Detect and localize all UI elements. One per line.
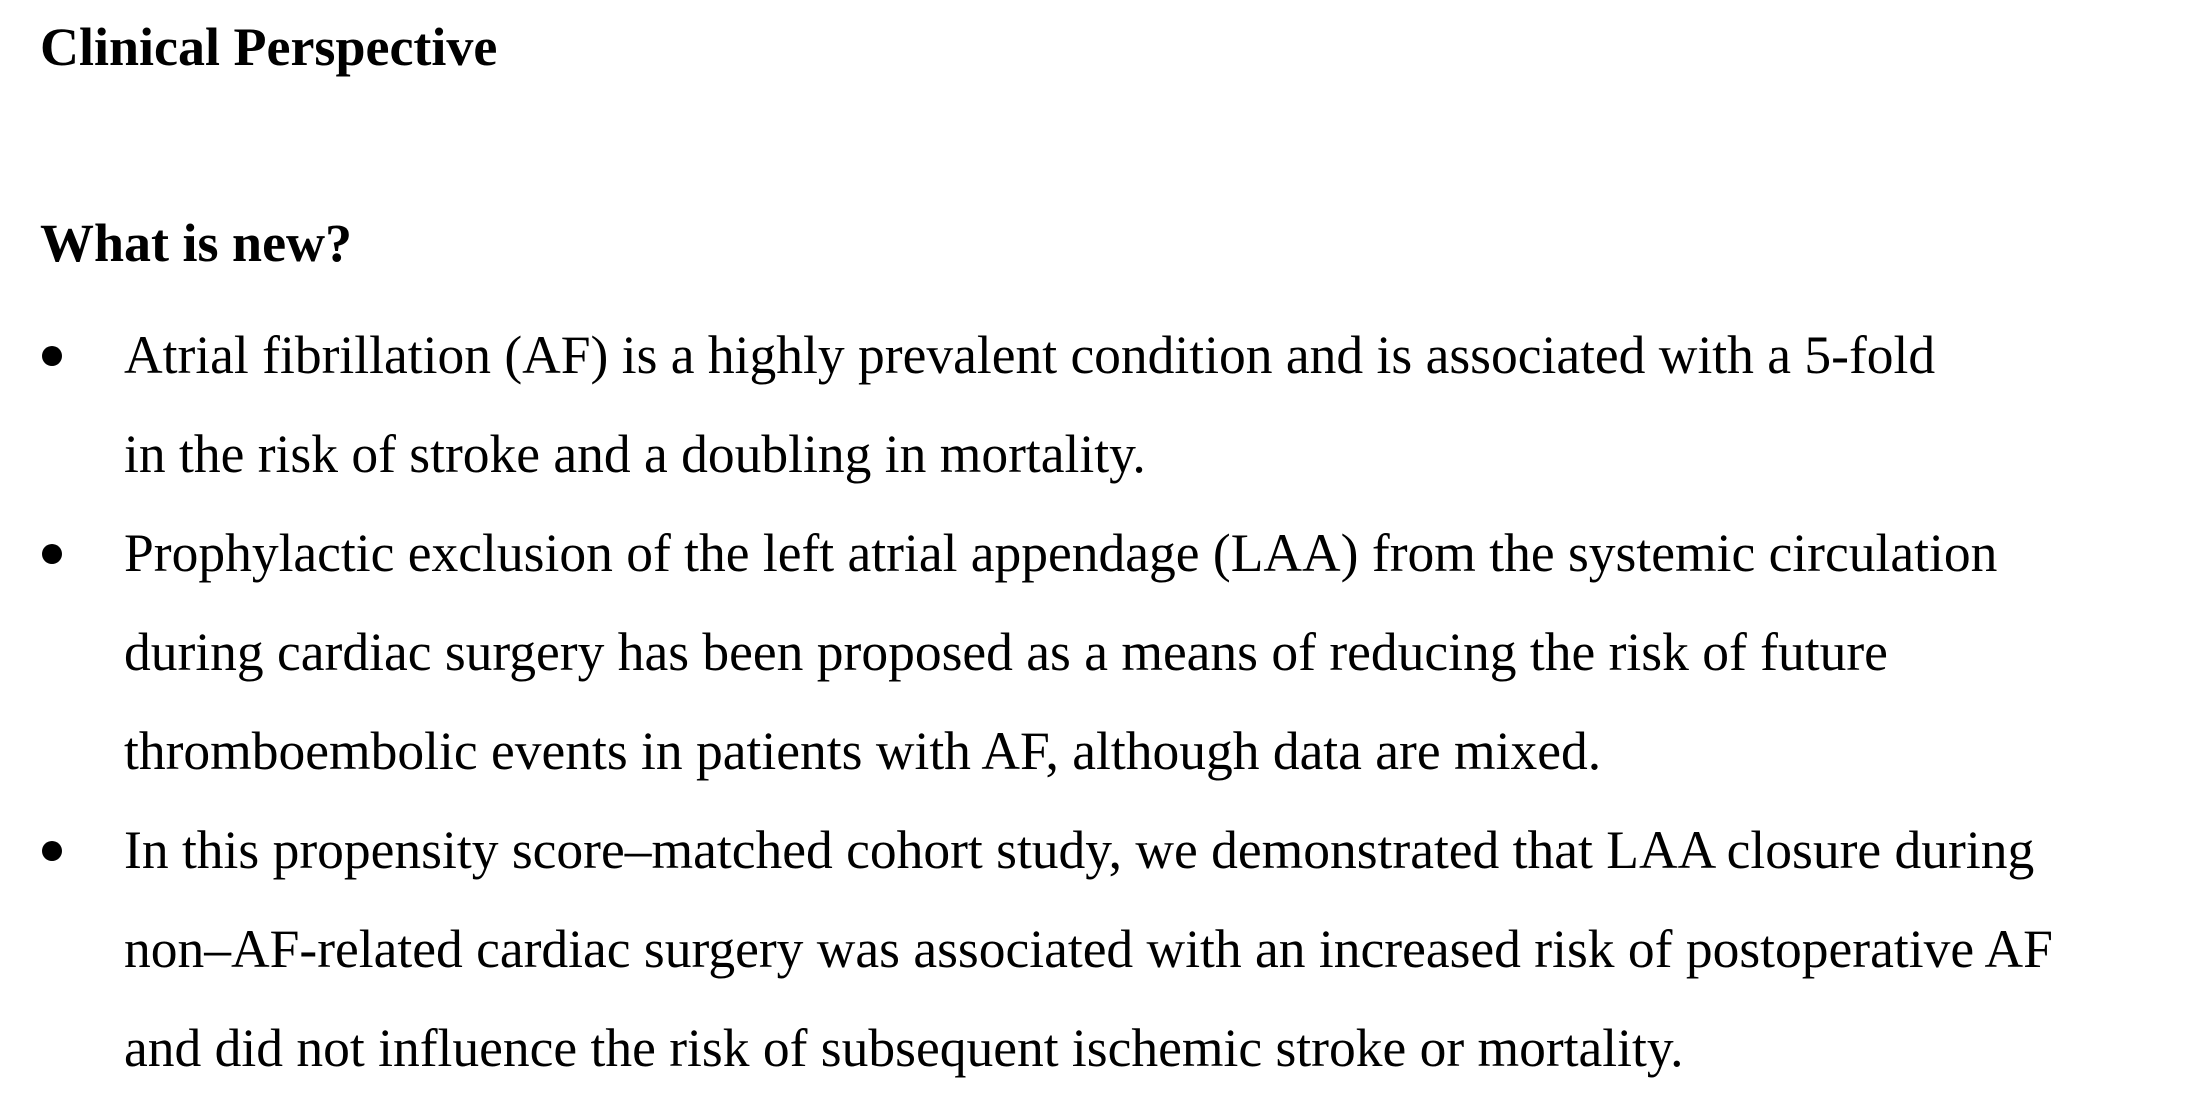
bullet-1-line-1: Atrial fibrillation (AF) is a highly prevalent condition and is associated with a 5-fold xyxy=(124,325,1936,385)
bullet-point-icon xyxy=(42,544,62,564)
bullet-point-icon xyxy=(42,346,62,366)
bullet-2-line-3: thromboembolic events in patients with AF, although data are mixed. xyxy=(124,721,1602,781)
page-title: Clinical Perspective xyxy=(40,17,498,77)
bullet-item-3 xyxy=(40,801,2190,1098)
bullet-point-icon xyxy=(42,841,62,861)
bullet-1-line-2: in the risk of stroke and a doubling in mortality. xyxy=(124,424,1146,484)
bullet-3-line-1: In this propensity score–matched cohort study, we demonstrated that LAA closure during xyxy=(124,820,2035,880)
bullet-2-line-1: Prophylactic exclusion of the left atrial appendage (LAA) from the systemic circulation xyxy=(124,523,1998,583)
section-heading: What is new? xyxy=(40,213,353,273)
bullet-2-line-2: during cardiac surgery has been proposed as a means of reducing the risk of future xyxy=(124,622,1888,682)
bullet-item-2 xyxy=(40,504,2190,801)
bullet-item-1 xyxy=(40,306,2190,504)
bullet-3-line-2: non–AF-related cardiac surgery was associated with an increased risk of postoperative AF xyxy=(124,919,2053,979)
bullet-3-line-3: and did not influence the risk of subsequent ischemic stroke or mortality. xyxy=(124,1018,1684,1078)
bullet-list xyxy=(40,306,2190,1098)
